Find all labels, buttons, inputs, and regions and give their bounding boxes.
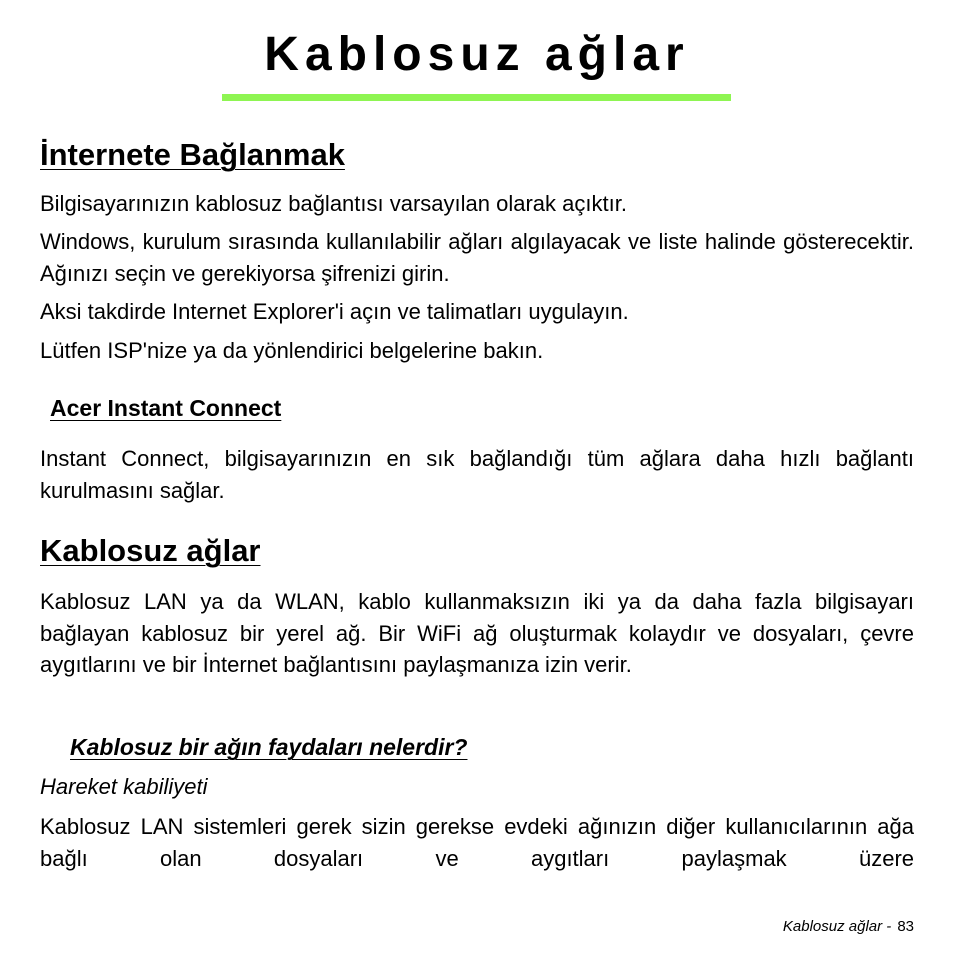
page-number: 83 (897, 918, 914, 935)
heading-acer-instant-connect: Acer Instant Connect (50, 395, 282, 421)
heading-internete-baglanmak: İnternete Bağlanmak (40, 137, 345, 172)
page-title: Kablosuz ağlar (264, 28, 690, 81)
paragraph-instant-connect: Instant Connect, bilgisayarınızın en sık bağlandığı tüm ağlara daha hızlı bağlantı kurulmasını sağlar. (40, 446, 914, 503)
paragraph-windows-networks: Windows, kurulum sırasında kullanılabilir ağları algılayacak ve liste halinde gösterecektir. Ağınızı seçin ve gerekiyorsa şifrenizi girin. (40, 229, 914, 286)
heading-wireless-benefits: Kablosuz bir ağın faydaları nelerdir? (70, 734, 468, 760)
heading-kablosuz-aglar: Kablosuz ağlar (40, 533, 261, 568)
paragraph-internet-explorer: Aksi takdirde Internet Explorer'i açın ve talimatları uygulayın. (40, 299, 629, 324)
paragraph-wireless-default: Bilgisayarınızın kablosuz bağlantısı varsayılan olarak açıktır. (40, 191, 627, 216)
subheading-mobility: Hareket kabiliyeti (40, 774, 208, 799)
paragraph-isp: Lütfen ISP'nize ya da yönlendirici belgelerine bakın. (40, 338, 544, 363)
paragraph-mobility: Kablosuz LAN sistemleri gerek sizin gerekse evdeki ağınızın diğer kullanıcılarının ağa bağlı olan dosyaları ve aygıtları paylaşmak üzere (40, 814, 914, 871)
page-footer (783, 917, 914, 937)
title-underline-bar (222, 94, 731, 101)
paragraph-wlan: Kablosuz LAN ya da WLAN, kablo kullanmaksızın iki ya da daha fazla bilgisayarı bağlayan kablosuz bir yerel ağ. Bir WiFi ağ oluşturmak kolaydır ve dosyaları, çevre aygıtlarını ve bir İnternet bağlantısını paylaşmanıza izin verir. (40, 589, 914, 677)
footer-label: Kablosuz ağlar - (782, 918, 892, 935)
